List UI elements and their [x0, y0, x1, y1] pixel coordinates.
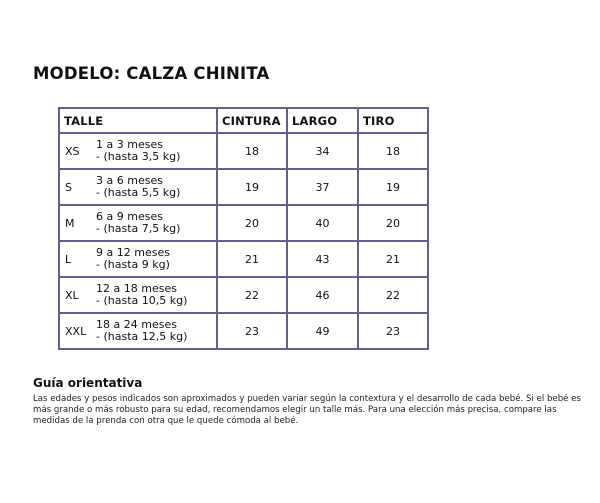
size-code: M: [65, 216, 75, 230]
size-weight: - (hasta 12,5 kg): [96, 330, 188, 343]
size-code: XL: [65, 288, 79, 302]
size-age: 18 a 24 meses: [96, 318, 177, 331]
size-code: S: [65, 180, 72, 194]
size-weight: - (hasta 9 kg): [96, 258, 170, 271]
talle-cell: [59, 277, 217, 313]
cintura-value: 22: [217, 277, 287, 313]
table-row: [59, 133, 428, 169]
talle-cell: [59, 169, 217, 205]
guide-title: Guía orientativa: [33, 376, 143, 390]
largo-value: 37: [287, 169, 358, 205]
table-header-row: [59, 108, 428, 133]
largo-value: 34: [287, 133, 358, 169]
talle-cell: [59, 241, 217, 277]
largo-value: 40: [287, 205, 358, 241]
talle-cell: [59, 133, 217, 169]
talle-cell: [59, 313, 217, 349]
header-largo: LARGO: [287, 108, 358, 133]
header-talle: TALLE: [59, 108, 217, 133]
largo-value: 43: [287, 241, 358, 277]
cintura-value: 20: [217, 205, 287, 241]
tiro-value: 20: [358, 205, 428, 241]
size-age: 9 a 12 meses: [96, 246, 170, 259]
largo-value: 49: [287, 313, 358, 349]
table-row: [59, 169, 428, 205]
tiro-value: 22: [358, 277, 428, 313]
table-row: [59, 277, 428, 313]
size-weight: - (hasta 7,5 kg): [96, 222, 181, 235]
size-code: XXL: [65, 324, 87, 338]
size-code: XS: [65, 144, 80, 158]
tiro-value: 21: [358, 241, 428, 277]
size-code: L: [65, 252, 72, 266]
page-title: MODELO: CALZA CHINITA: [33, 64, 270, 83]
size-age: 12 a 18 meses: [96, 282, 177, 295]
largo-value: 46: [287, 277, 358, 313]
size-weight: - (hasta 10,5 kg): [96, 294, 188, 307]
guide-text: Las edades y pesos indicados son aproximados y pueden variar según la contextura y el desarrollo de cada bebé. Si el bebé es más grande o más robusto para su edad, recomendamos elegir un talle más. Para una elección más precisa, compare las medidas de la prenda con otra que le quede cómoda al bebé.: [33, 394, 581, 426]
header-tiro: TIRO: [358, 108, 428, 133]
size-age: 1 a 3 meses: [96, 138, 163, 151]
size-age: 6 a 9 meses: [96, 210, 163, 223]
tiro-value: 23: [358, 313, 428, 349]
table-row: [59, 313, 428, 349]
cintura-value: 19: [217, 169, 287, 205]
cintura-value: 23: [217, 313, 287, 349]
tiro-value: 19: [358, 169, 428, 205]
header-cintura: CINTURA: [217, 108, 287, 133]
table-row: [59, 205, 428, 241]
size-table: [58, 107, 429, 350]
size-weight: - (hasta 5,5 kg): [96, 186, 181, 199]
cintura-value: 21: [217, 241, 287, 277]
tiro-value: 18: [358, 133, 428, 169]
size-age: 3 a 6 meses: [96, 174, 163, 187]
table-row: [59, 241, 428, 277]
cintura-value: 18: [217, 133, 287, 169]
size-weight: - (hasta 3,5 kg): [96, 150, 181, 163]
talle-cell: [59, 205, 217, 241]
